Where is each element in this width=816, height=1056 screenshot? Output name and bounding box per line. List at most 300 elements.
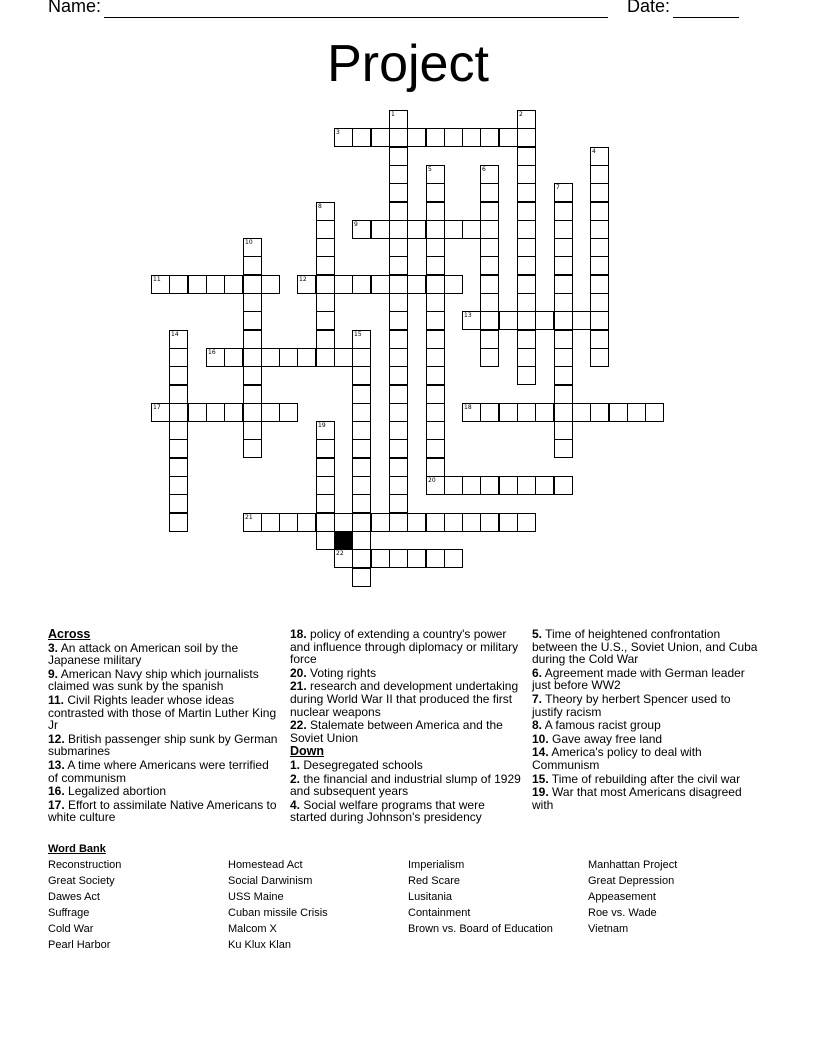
grid-cell[interactable] — [169, 494, 188, 513]
grid-cell[interactable] — [389, 256, 408, 275]
cell-number: 8 — [318, 203, 322, 210]
grid-cell[interactable] — [352, 458, 371, 477]
grid-cell[interactable] — [243, 275, 262, 294]
grid-cell[interactable] — [243, 238, 262, 257]
grid-cell[interactable] — [480, 165, 499, 184]
grid-cell[interactable] — [554, 348, 573, 367]
grid-cell[interactable] — [243, 311, 262, 330]
word-bank-item: Dawes Act — [48, 891, 100, 903]
clue-number: 1. — [290, 757, 301, 772]
grid-cell[interactable] — [590, 147, 609, 166]
grid-cell[interactable] — [426, 256, 445, 275]
grid-cell[interactable] — [389, 476, 408, 495]
clue-number: 9. — [48, 666, 59, 681]
word-bank-item: Brown vs. Board of Education — [408, 923, 553, 935]
clue-number: 2. — [290, 771, 301, 786]
grid-cell[interactable] — [426, 476, 445, 495]
grid-cell[interactable] — [169, 366, 188, 385]
grid-cell[interactable] — [169, 421, 188, 440]
grid-cell[interactable] — [590, 256, 609, 275]
grid-cell[interactable] — [535, 311, 554, 330]
grid-cell[interactable] — [316, 293, 335, 312]
clues-column-1 — [48, 628, 280, 825]
clue: 6. Agreement made with German leader just before WW2 — [532, 665, 745, 693]
grid-cell[interactable] — [389, 128, 408, 147]
grid-cell[interactable] — [517, 183, 536, 202]
grid-cell[interactable] — [243, 403, 262, 422]
grid-cell[interactable] — [535, 476, 554, 495]
grid-cell[interactable] — [316, 513, 335, 532]
grid-cell[interactable] — [389, 110, 408, 129]
grid-cell[interactable] — [554, 183, 573, 202]
grid-cell[interactable] — [444, 128, 463, 147]
grid-cell[interactable] — [169, 403, 188, 422]
grid-cell[interactable] — [334, 128, 353, 147]
grid-cell[interactable] — [517, 348, 536, 367]
grid-cell[interactable] — [352, 531, 371, 550]
clue-number: 6. — [532, 665, 543, 680]
clues-column-3 — [532, 628, 764, 812]
grid-cell[interactable] — [480, 348, 499, 367]
grid-cell[interactable] — [316, 494, 335, 513]
grid-cell[interactable] — [462, 513, 481, 532]
grid-cell[interactable] — [426, 220, 445, 239]
grid-cell[interactable] — [243, 513, 262, 532]
cell-number: 17 — [153, 404, 161, 411]
clue-heading: Down — [290, 744, 325, 759]
grid-cell[interactable] — [645, 403, 664, 422]
grid-cell[interactable] — [426, 421, 445, 440]
grid-cell[interactable] — [352, 568, 371, 587]
cell-number: 20 — [428, 477, 436, 484]
grid-cell[interactable] — [426, 439, 445, 458]
grid-cell[interactable] — [426, 311, 445, 330]
clue-number: 8. — [532, 718, 543, 733]
grid-cell[interactable] — [572, 311, 591, 330]
grid-cell[interactable] — [499, 476, 518, 495]
cell-number: 3 — [336, 129, 340, 136]
grid-cell[interactable] — [316, 220, 335, 239]
grid-cell[interactable] — [426, 549, 445, 568]
grid-cell[interactable] — [426, 238, 445, 257]
grid-cell[interactable] — [243, 330, 262, 349]
clue: 8. A famous racist group — [532, 718, 661, 733]
grid-cell[interactable] — [444, 275, 463, 294]
grid-cell[interactable] — [480, 220, 499, 239]
grid-cell[interactable] — [499, 128, 518, 147]
grid-cell[interactable] — [499, 311, 518, 330]
grid-cell[interactable] — [297, 348, 316, 367]
grid-cell[interactable] — [554, 366, 573, 385]
grid-cell[interactable] — [499, 513, 518, 532]
grid-cell[interactable] — [480, 311, 499, 330]
grid-cell[interactable] — [169, 513, 188, 532]
grid-cell[interactable] — [352, 476, 371, 495]
clue: 12. British passenger ship sunk by German submarines — [48, 731, 278, 759]
grid-cell[interactable] — [224, 403, 243, 422]
grid-cell[interactable] — [151, 403, 170, 422]
clues-column-2 — [290, 628, 522, 825]
grid-cell[interactable] — [407, 128, 426, 147]
grid-cell[interactable] — [169, 476, 188, 495]
grid-cell[interactable] — [352, 421, 371, 440]
grid-cell[interactable] — [352, 348, 371, 367]
grid-cell[interactable] — [480, 238, 499, 257]
grid-cell[interactable] — [480, 476, 499, 495]
grid-cell[interactable] — [554, 385, 573, 404]
grid-cell[interactable] — [261, 403, 280, 422]
cell-number: 5 — [428, 166, 432, 173]
clue-number: 12. — [48, 731, 65, 746]
grid-cell[interactable] — [517, 220, 536, 239]
grid-cell[interactable] — [426, 202, 445, 221]
cell-number: 21 — [245, 514, 253, 521]
grid-cell[interactable] — [462, 476, 481, 495]
clue: 10. Gave away free land — [532, 731, 663, 746]
cell-number: 15 — [354, 331, 362, 338]
grid-cell[interactable] — [389, 366, 408, 385]
grid-cell[interactable] — [169, 439, 188, 458]
grid-cell[interactable] — [572, 403, 591, 422]
grid-cell[interactable] — [316, 439, 335, 458]
grid-cell[interactable] — [462, 311, 481, 330]
clue: 22. Stalemate between America and the Soviet Union — [290, 718, 503, 745]
grid-cell[interactable] — [426, 366, 445, 385]
grid-cell[interactable] — [426, 403, 445, 422]
grid-cell[interactable] — [554, 293, 573, 312]
grid-cell[interactable] — [554, 421, 573, 440]
cell-number: 11 — [153, 276, 161, 283]
grid-cell[interactable] — [389, 293, 408, 312]
grid-cell[interactable] — [426, 513, 445, 532]
grid-cell[interactable] — [316, 476, 335, 495]
word-bank-item: Ku Klux Klan — [228, 939, 291, 951]
word-bank-item: Great Society — [48, 875, 115, 887]
grid-cell[interactable] — [590, 311, 609, 330]
grid-cell[interactable] — [590, 348, 609, 367]
grid-cell[interactable] — [169, 458, 188, 477]
clue-number: 10. — [532, 731, 549, 746]
grid-cell[interactable] — [169, 330, 188, 349]
grid-cell[interactable] — [371, 128, 390, 147]
grid-cell[interactable] — [517, 128, 536, 147]
grid-cell[interactable] — [609, 403, 628, 422]
word-bank-item: Suffrage — [48, 907, 90, 919]
grid-cell[interactable] — [316, 458, 335, 477]
clue: 15. Time of rebuilding after the civil war — [532, 771, 741, 786]
grid-cell[interactable] — [206, 348, 225, 367]
cell-number: 2 — [519, 111, 523, 118]
grid-cell[interactable] — [590, 202, 609, 221]
grid-cell[interactable] — [243, 439, 262, 458]
grid-cell[interactable] — [480, 183, 499, 202]
grid-cell[interactable] — [517, 366, 536, 385]
grid-cell[interactable] — [590, 238, 609, 257]
grid-cell[interactable] — [480, 128, 499, 147]
grid-cell[interactable] — [480, 330, 499, 349]
clue-number: 14. — [532, 745, 549, 760]
grid-cell[interactable] — [279, 403, 298, 422]
grid-cell[interactable] — [224, 348, 243, 367]
grid-cell[interactable] — [279, 513, 298, 532]
grid-cell[interactable] — [426, 165, 445, 184]
grid-cell[interactable] — [517, 476, 536, 495]
name-label: Name: — [48, 0, 102, 16]
grid-cell[interactable] — [590, 293, 609, 312]
grid-cell[interactable] — [554, 202, 573, 221]
grid-cell[interactable] — [352, 549, 371, 568]
clue: 14. America's policy to deal with Communism — [532, 745, 702, 772]
grid-cell[interactable] — [499, 403, 518, 422]
grid-cell[interactable] — [352, 513, 371, 532]
clue: 13. A time where Americans were terrified of communism — [48, 757, 269, 785]
grid-cell[interactable] — [554, 476, 573, 495]
word-bank-item: Roe vs. Wade — [588, 907, 657, 919]
grid-cell[interactable] — [389, 220, 408, 239]
word-bank-item: Pearl Harbor — [48, 939, 111, 951]
clue-number: 21. — [290, 679, 307, 694]
word-bank-item: USS Maine — [228, 891, 284, 903]
grid-cell[interactable] — [352, 220, 371, 239]
grid-cell[interactable] — [316, 256, 335, 275]
date-label: Date: — [627, 0, 671, 16]
clue: 17. Effort to assimilate Native Americans to white culture — [48, 797, 277, 825]
cell-number: 10 — [245, 239, 253, 246]
clue: 5. Time of heightened confrontation between the U.S., Soviet Union, and Cuba during the Cold War — [532, 627, 758, 667]
grid-cell[interactable] — [389, 403, 408, 422]
word-bank-item: Red Scare — [408, 875, 460, 887]
grid-cell[interactable] — [554, 330, 573, 349]
grid-cell[interactable] — [426, 348, 445, 367]
grid-cell[interactable] — [352, 366, 371, 385]
grid-cell[interactable] — [316, 348, 335, 367]
grid-cell[interactable] — [517, 238, 536, 257]
grid-cell[interactable] — [389, 513, 408, 532]
grid-cell[interactable] — [517, 110, 536, 129]
grid-cell[interactable] — [590, 275, 609, 294]
grid-cell[interactable] — [316, 275, 335, 294]
grid-cell[interactable] — [151, 275, 170, 294]
word-bank-item: Manhattan Project — [588, 859, 678, 871]
grid-cell[interactable] — [444, 549, 463, 568]
grid-cell[interactable] — [352, 128, 371, 147]
grid-cell[interactable] — [389, 494, 408, 513]
clue: 11. Civil Rights leader whose ideas contrasted with those of Martin Luther King Jr — [48, 692, 277, 733]
grid-cell[interactable] — [371, 513, 390, 532]
clue-number: 16. — [48, 784, 65, 799]
grid-cell[interactable] — [206, 403, 225, 422]
grid-cell[interactable] — [206, 275, 225, 294]
clue-number: 4. — [290, 797, 301, 812]
grid-cell[interactable] — [426, 458, 445, 477]
grid-cell[interactable] — [554, 403, 573, 422]
grid-cell[interactable] — [352, 439, 371, 458]
word-bank-item: Social Darwinism — [228, 875, 313, 887]
grid-cell[interactable] — [426, 330, 445, 349]
grid-cell[interactable] — [316, 311, 335, 330]
grid-cell[interactable] — [627, 403, 646, 422]
cell-number: 4 — [592, 148, 596, 155]
grid-cell[interactable] — [480, 403, 499, 422]
clue-heading: Across — [48, 627, 91, 641]
clue-number: 15. — [532, 771, 549, 786]
grid-cell[interactable] — [535, 403, 554, 422]
clue-number: 3. — [48, 640, 59, 655]
grid-cell[interactable] — [389, 549, 408, 568]
grid-cell[interactable] — [352, 385, 371, 404]
grid-cell[interactable] — [334, 549, 353, 568]
grid-cell[interactable] — [590, 220, 609, 239]
grid-cell[interactable] — [517, 275, 536, 294]
grid-cell[interactable] — [389, 421, 408, 440]
grid-cell[interactable] — [554, 256, 573, 275]
cell-number: 22 — [336, 550, 344, 557]
grid-cell[interactable] — [480, 202, 499, 221]
grid-cell[interactable] — [316, 531, 335, 550]
grid-cell[interactable] — [243, 366, 262, 385]
cell-number: 19 — [318, 422, 326, 429]
clue-number: 19. — [532, 785, 549, 800]
grid-cell[interactable] — [371, 275, 390, 294]
grid-cell[interactable] — [389, 165, 408, 184]
grid-cell[interactable] — [554, 238, 573, 257]
grid-cell[interactable] — [426, 275, 445, 294]
clue: 18. policy of extending a country's power and influence through diplomacy or military force — [290, 627, 519, 667]
word-bank-item: Containment — [408, 907, 471, 919]
grid-cell[interactable] — [389, 202, 408, 221]
grid-cell[interactable] — [316, 238, 335, 257]
grid-cell[interactable] — [407, 220, 426, 239]
grid-cell[interactable] — [297, 275, 316, 294]
grid-cell[interactable] — [389, 238, 408, 257]
grid-cell[interactable] — [444, 513, 463, 532]
grid-cell[interactable] — [517, 165, 536, 184]
grid-cell[interactable] — [517, 256, 536, 275]
grid-cell[interactable] — [243, 293, 262, 312]
grid-cell[interactable] — [371, 220, 390, 239]
grid-cell[interactable] — [426, 183, 445, 202]
grid-cell[interactable] — [261, 348, 280, 367]
grid-cell[interactable] — [462, 128, 481, 147]
grid-cell[interactable] — [188, 403, 207, 422]
cell-number: 7 — [556, 184, 560, 191]
grid-cell[interactable] — [590, 183, 609, 202]
grid-cell[interactable] — [517, 293, 536, 312]
grid-cell[interactable] — [554, 220, 573, 239]
clue-number: 22. — [290, 718, 307, 733]
grid-cell[interactable] — [389, 275, 408, 294]
grid-cell[interactable] — [480, 513, 499, 532]
word-bank-item: Cuban missile Crisis — [228, 907, 328, 919]
clue-number: 20. — [290, 665, 307, 680]
grid-cell[interactable] — [426, 293, 445, 312]
word-bank-item: Lusitania — [408, 891, 453, 903]
grid-cell[interactable] — [334, 275, 353, 294]
grid-cell[interactable] — [462, 220, 481, 239]
grid-cell[interactable] — [517, 311, 536, 330]
clue-number: 5. — [532, 627, 543, 641]
grid-cell[interactable] — [316, 202, 335, 221]
grid-cell[interactable] — [517, 403, 536, 422]
grid-cell[interactable] — [169, 275, 188, 294]
grid-cell[interactable] — [517, 330, 536, 349]
grid-cell[interactable] — [243, 421, 262, 440]
grid-cell[interactable] — [480, 256, 499, 275]
grid-cell[interactable] — [517, 513, 536, 532]
grid-cell[interactable] — [554, 275, 573, 294]
cell-number: 12 — [299, 276, 307, 283]
grid-cell[interactable] — [169, 385, 188, 404]
grid-cell[interactable] — [407, 513, 426, 532]
grid-cell[interactable] — [334, 348, 353, 367]
clue-number: 7. — [532, 691, 543, 706]
black-cell — [334, 531, 353, 550]
grid-cell[interactable] — [389, 348, 408, 367]
grid-cell[interactable] — [426, 128, 445, 147]
grid-cell[interactable] — [426, 385, 445, 404]
grid-cell[interactable] — [188, 275, 207, 294]
grid-cell[interactable] — [316, 421, 335, 440]
grid-cell[interactable] — [444, 220, 463, 239]
grid-cell[interactable] — [444, 476, 463, 495]
grid-cell[interactable] — [371, 549, 390, 568]
grid-cell[interactable] — [297, 513, 316, 532]
grid-cell[interactable] — [352, 330, 371, 349]
grid-cell[interactable] — [590, 403, 609, 422]
clue: 9. American Navy ship which journalists claimed was sunk by the spanish — [48, 666, 259, 694]
word-bank-item: Malcom X — [228, 923, 277, 935]
grid-cell[interactable] — [261, 513, 280, 532]
grid-cell[interactable] — [407, 549, 426, 568]
clue: 3. An attack on American soil by the Japanese military — [48, 640, 239, 668]
grid-cell[interactable] — [316, 330, 335, 349]
grid-cell[interactable] — [462, 403, 481, 422]
grid-cell[interactable] — [261, 275, 280, 294]
grid-cell[interactable] — [554, 439, 573, 458]
grid-cell[interactable] — [169, 348, 188, 367]
grid-cell[interactable] — [517, 147, 536, 166]
grid-cell[interactable] — [243, 348, 262, 367]
grid-cell[interactable] — [389, 330, 408, 349]
grid-cell[interactable] — [389, 311, 408, 330]
grid-cell[interactable] — [517, 202, 536, 221]
grid-cell[interactable] — [590, 330, 609, 349]
word-bank-title: Word Bank — [48, 843, 106, 855]
grid-cell[interactable] — [389, 458, 408, 477]
grid-cell[interactable] — [389, 385, 408, 404]
grid-cell[interactable] — [352, 494, 371, 513]
grid-cell[interactable] — [352, 275, 371, 294]
grid-cell[interactable] — [243, 385, 262, 404]
grid-cell[interactable] — [352, 403, 371, 422]
cell-number: 16 — [208, 349, 216, 356]
grid-cell[interactable] — [334, 513, 353, 532]
grid-cell[interactable] — [389, 147, 408, 166]
grid-cell[interactable] — [480, 275, 499, 294]
grid-cell[interactable] — [407, 275, 426, 294]
grid-cell[interactable] — [279, 348, 298, 367]
grid-cell[interactable] — [590, 165, 609, 184]
grid-cell[interactable] — [554, 311, 573, 330]
clue: 21. research and development undertaking during World War II that produced the first nuclear weapons — [290, 679, 519, 719]
grid-cell[interactable] — [389, 439, 408, 458]
word-bank-item: Cold War — [48, 923, 94, 935]
grid-cell[interactable] — [224, 275, 243, 294]
clue-number: 11. — [48, 692, 65, 707]
grid-cell[interactable] — [389, 183, 408, 202]
grid-cell[interactable] — [243, 256, 262, 275]
grid-cell[interactable] — [480, 293, 499, 312]
